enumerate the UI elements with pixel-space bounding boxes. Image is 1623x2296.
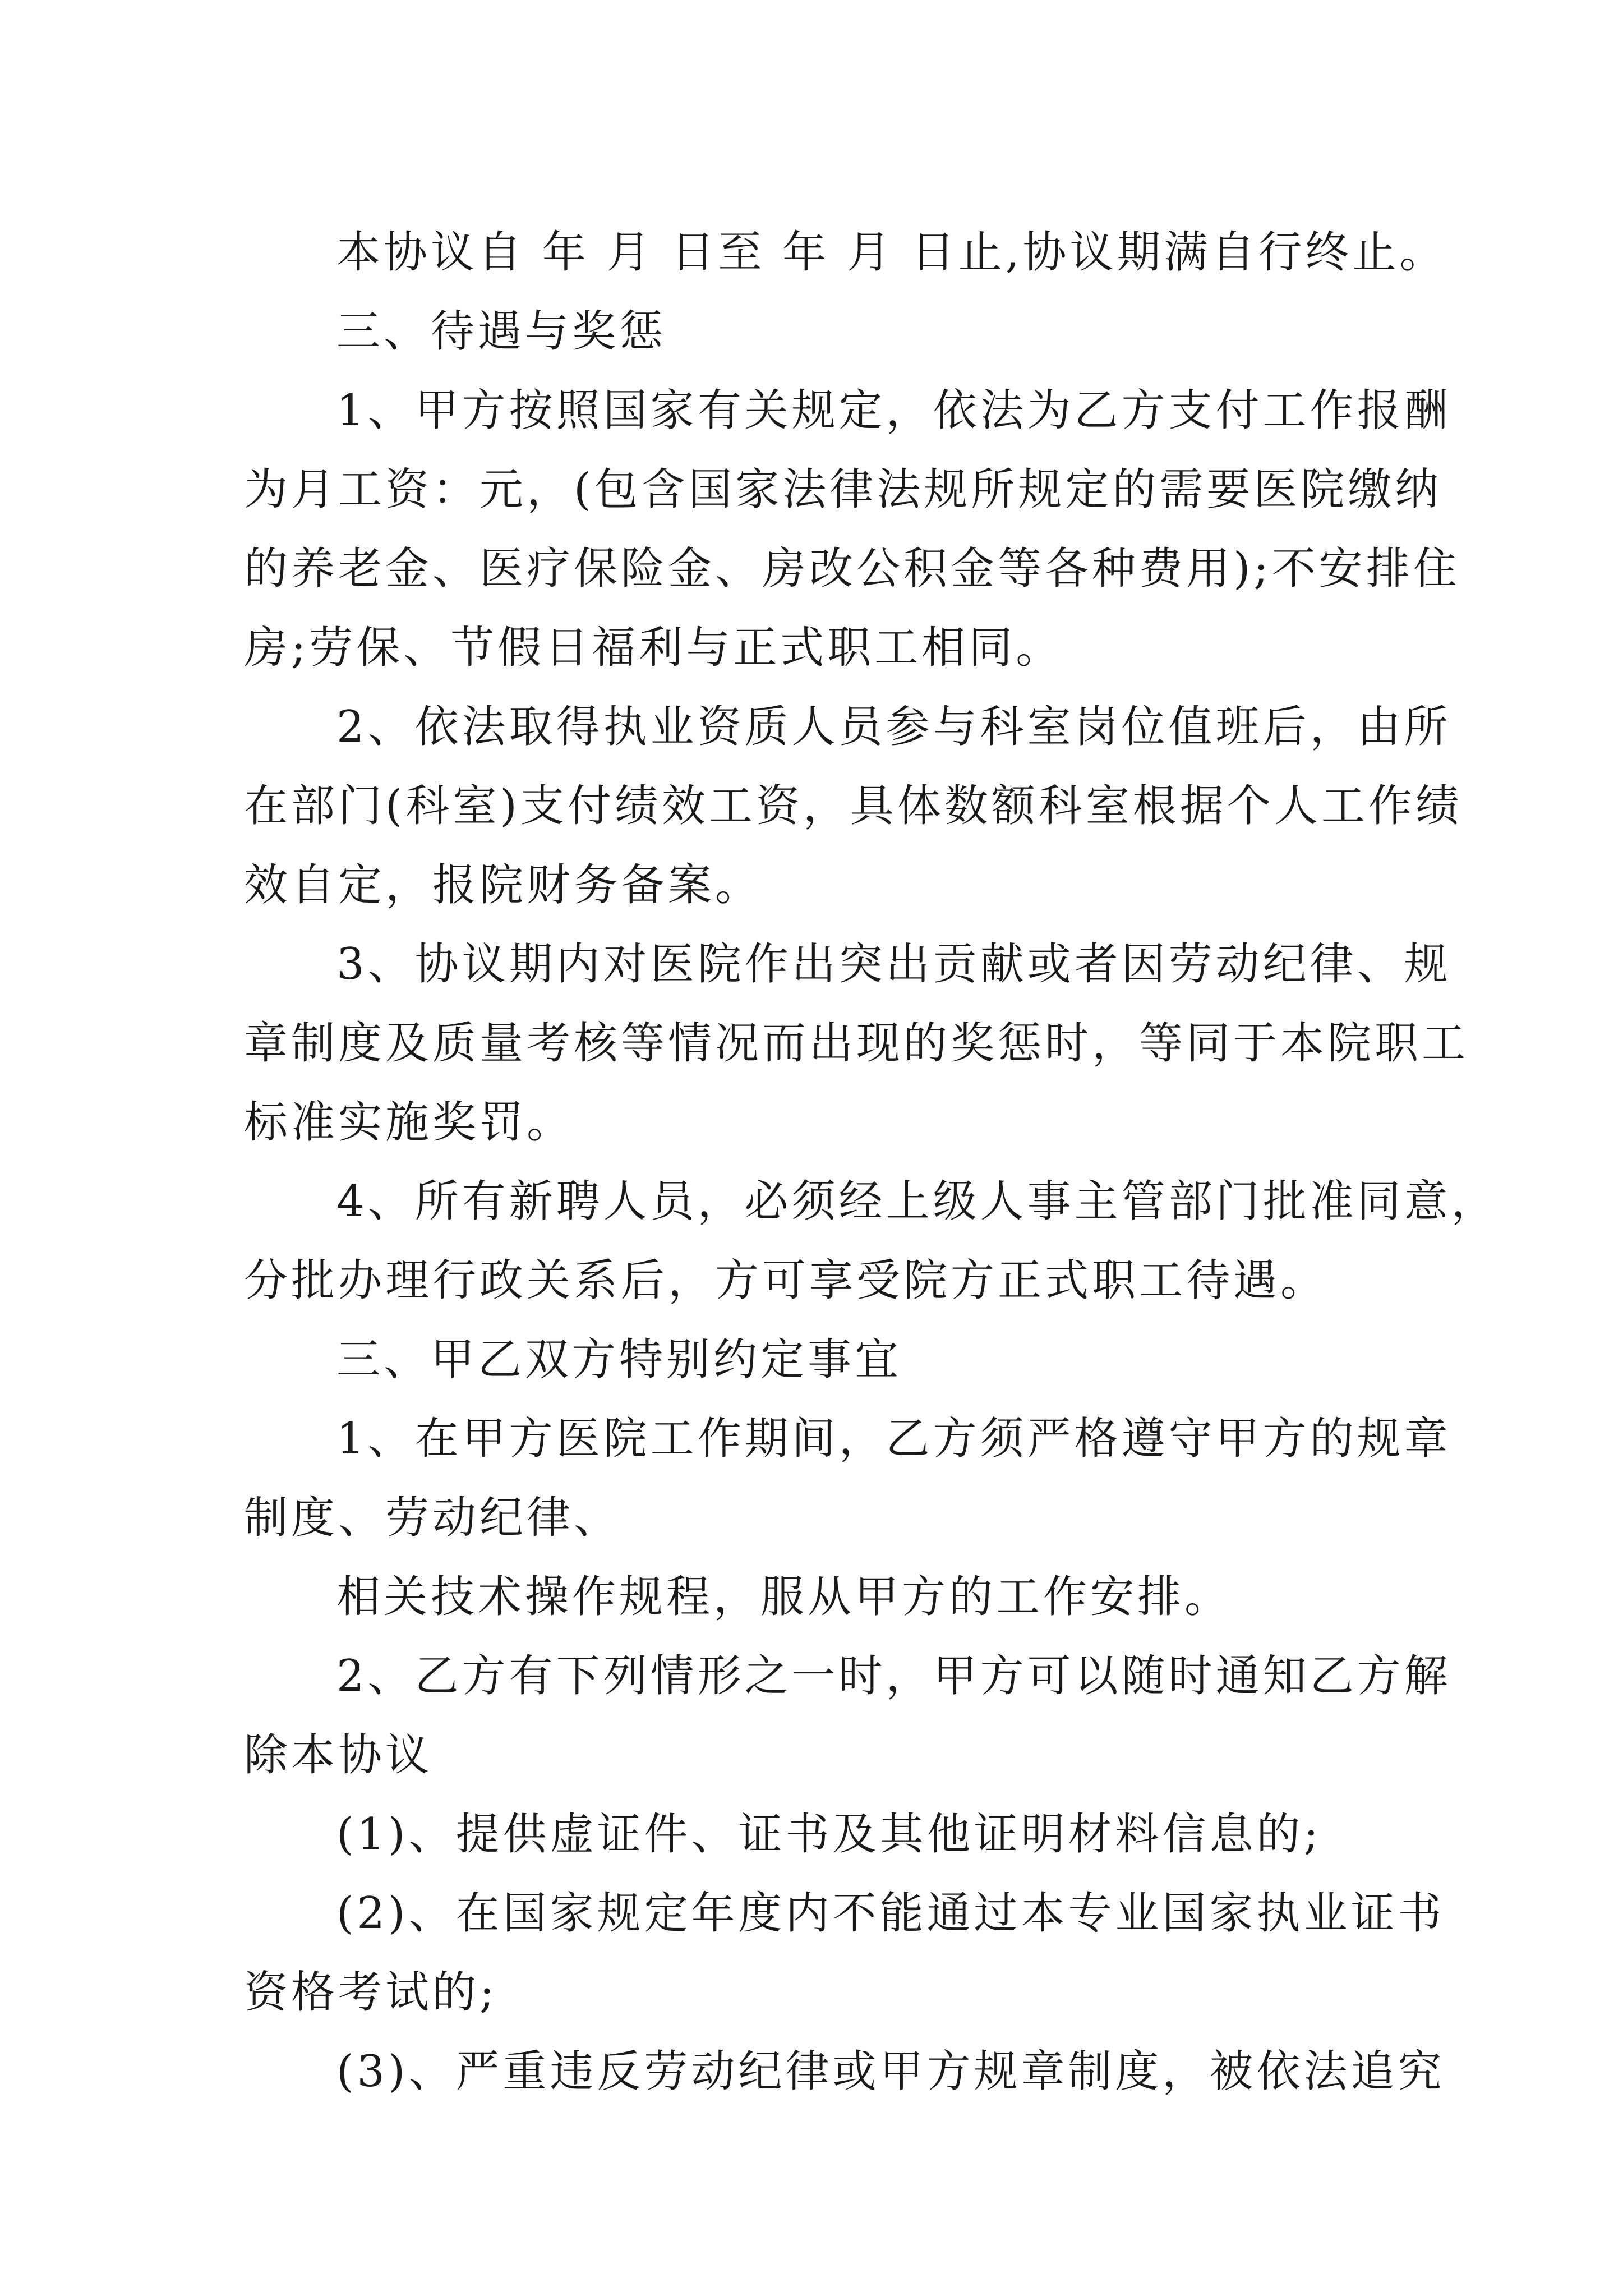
text-line: 标准实施奖罚。: [244, 1097, 574, 1148]
text-line: 1、在甲方医院工作期间，乙方须严格遵守甲方的规章: [336, 1414, 1451, 1464]
text-line: 2、依法取得执业资质人员参与科室岗位值班后，由所: [336, 702, 1451, 752]
text-line: 2、乙方有下列情形之一时，甲方可以随时通知乙方解: [336, 1651, 1451, 1701]
text-line: 效自定，报院财务备案。: [244, 860, 763, 910]
text-line: 为月工资：元，(包含国家法律法规所规定的需要医院缴纳: [244, 464, 1442, 515]
text-line: 章制度及质量考核等情况而出现的奖惩时，等同于本院职工: [244, 1018, 1469, 1069]
text-line: 相关技术操作规程，服从甲方的工作安排。: [336, 1572, 1232, 1622]
text-line: 分批办理行政关系后，方可享受院方正式职工待遇。: [244, 1255, 1328, 1306]
section-heading: 三、待遇与奖惩: [336, 306, 667, 357]
text-line: 的养老金、医疗保险金、房改公积金等各种费用);不安排住: [244, 544, 1460, 594]
document-body: [244, 213, 1498, 2111]
text-line: 制度、劳动纪律、: [244, 1493, 621, 1543]
text-line: (3)、严重违反劳动纪律或甲方规章制度，被依法追究: [336, 2046, 1445, 2097]
text-line: 房;劳保、节假日福利与正式职工相同。: [244, 623, 1063, 673]
text-line: (2)、在国家规定年度内不能通过本专业国家执业证书: [336, 1888, 1445, 1939]
text-line: (1)、提供虚证件、证书及其他证明材料信息的;: [336, 1809, 1322, 1860]
text-line: 4、所有新聘人员，必须经上级人事主管部门批准同意，: [336, 1176, 1498, 1227]
text-line: 3、协议期内对医院作出突出贡献或者因劳动纪律、规: [336, 939, 1451, 990]
section-heading: 三、甲乙双方特别约定事宜: [336, 1335, 902, 1385]
text-line: 在部门(科室)支付绩效工资，具体数额科室根据个人工作绩: [244, 781, 1463, 831]
text-line: 1、甲方按照国家有关规定，依法为乙方支付工作报酬: [336, 385, 1451, 436]
text-line: 本协议自 年 月 日至 年 月 日止,协议期满自行终止。: [336, 227, 1447, 278]
text-line: 资格考试的;: [244, 1967, 498, 2018]
text-line: 除本协议: [244, 1730, 433, 1780]
